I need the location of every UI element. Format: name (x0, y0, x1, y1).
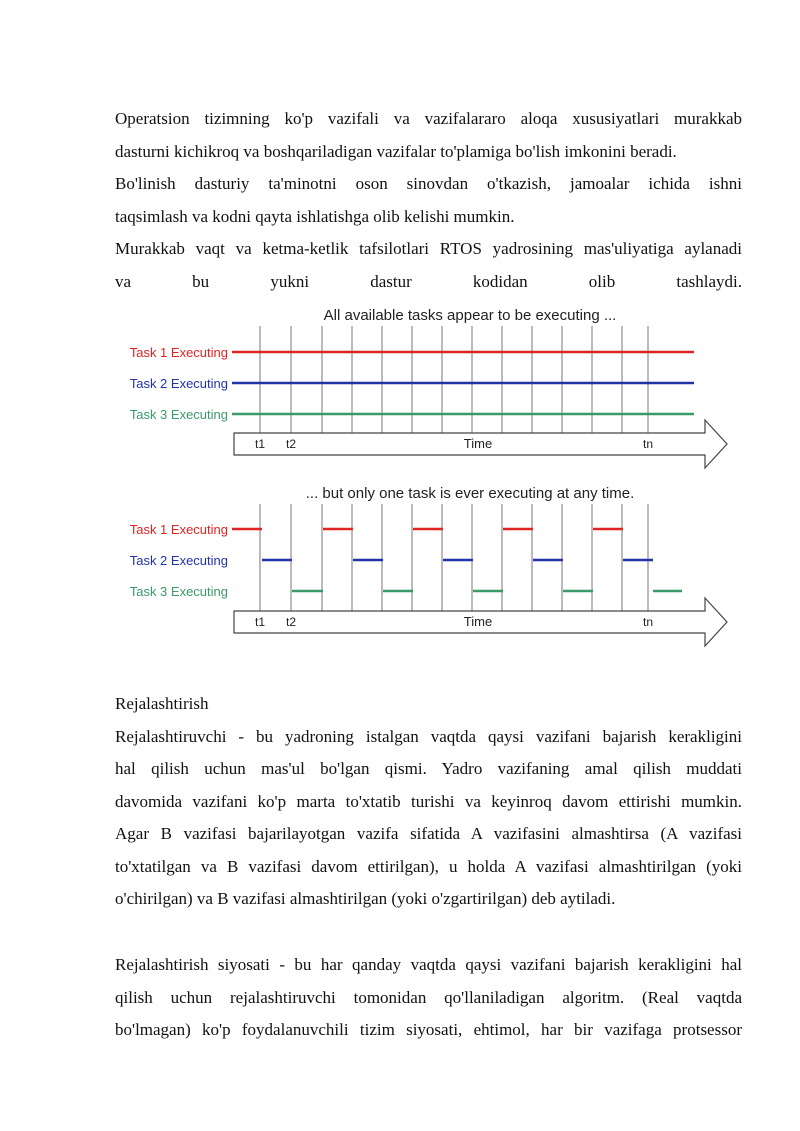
text-line: Operatsion tizimning ko'p vazifali va vazifalararo aloqa xususiyatlari murakkab (115, 109, 742, 128)
top-task-lines (232, 352, 694, 414)
bottom-t2-label: t2 (285, 615, 297, 629)
top-tn-label: tn (642, 437, 654, 451)
task-label: Task 3 Executing (129, 407, 228, 422)
text-line: qilish uchun rejalashtiruvchi tomonidan qo'llaniladigan algoritm. (Real vaqtda (115, 987, 742, 1007)
bottom-tn-label: tn (642, 615, 654, 629)
bottom-task-segments (232, 529, 682, 591)
bottom-grid-lines (260, 504, 648, 626)
text-line: taqsimlash va kodni qayta ishlatishga olib kelishi mumkin. (115, 206, 515, 226)
bottom-diagram-title: ... but only one task is ever executing at any time. (305, 485, 635, 502)
text-line: Rejalashtirish siyosati - bu har qanday vaqtda qaysi vazifani bajarish kerakligini hal (115, 955, 742, 974)
text-line: Murakkab vaqt va ketma-ketlik tafsilotlari RTOS yadrosining mas'uliyatiga aylanadi (115, 239, 742, 258)
task-label: Task 1 Executing (129, 522, 228, 537)
bottom-t1-label: t1 (254, 615, 266, 629)
text-line: davomida vazifani ko'p marta to'xtatib turishi va keyinroq davom ettirishi mumkin. (115, 791, 742, 811)
scheduling-section (115, 688, 742, 916)
text-line: o'chirilgan) va B vazifasi almashtirilgan (yoki o'zgartirilgan) deb aytiladi. (115, 889, 616, 908)
top-t2-label: t2 (285, 437, 297, 451)
text-line: Bo'linish dasturiy ta'minotni oson sinovdan o'tkazish, jamoalar ichida ishni (115, 174, 742, 193)
text-line: Rejalashtiruvchi - bu yadroning istalgan vaqtda qaysi vazifani bajarish kerakligini (115, 726, 742, 746)
text-line: to'xtatilgan va B vazifasi davom ettirilgan), u holda A vazifasi almashtirilgan (yoki (115, 856, 742, 876)
bottom-task-labels (130, 522, 228, 599)
text-line: bo'lmagan) ko'p foydalanuvchili tizim siyosati, ehtimol, har bir vazifaga protsessor (115, 1020, 742, 1039)
intro-paragraph (115, 103, 742, 298)
top-grid-lines (260, 326, 648, 448)
top-timing-panel (130, 307, 727, 468)
task-label: Task 3 Executing (129, 584, 228, 599)
text-line: dasturni kichikroq va boshqariladigan vazifalar to'plamiga bo'lish imkonini beradi. (115, 141, 677, 161)
text-line: va bu yukni dastur kodidan olib tashlaydi. (115, 271, 742, 291)
section-heading: Rejalashtirish (115, 694, 209, 713)
top-t1-label: t1 (254, 437, 266, 451)
task-label: Task 2 Executing (129, 553, 228, 568)
bottom-time-label: Time (463, 614, 493, 629)
top-diagram-title: All available tasks appear to be executing ... (323, 307, 617, 324)
task-execution-diagram (110, 302, 735, 672)
top-time-label: Time (463, 436, 493, 451)
text-line: hal qilish uchun mas'ul bo'lgan qismi. Yadro vazifaning amal qilish muddati (115, 759, 742, 778)
policy-paragraph (115, 949, 742, 1047)
text-line: Agar B vazifasi bajarilayotgan vazifa sifatida A vazifasini almashtirsa (A vazifasi (115, 824, 742, 843)
bottom-timing-panel (130, 485, 727, 646)
task-label: Task 2 Executing (129, 376, 228, 391)
top-task-labels (130, 345, 228, 422)
task-label: Task 1 Executing (129, 345, 228, 360)
